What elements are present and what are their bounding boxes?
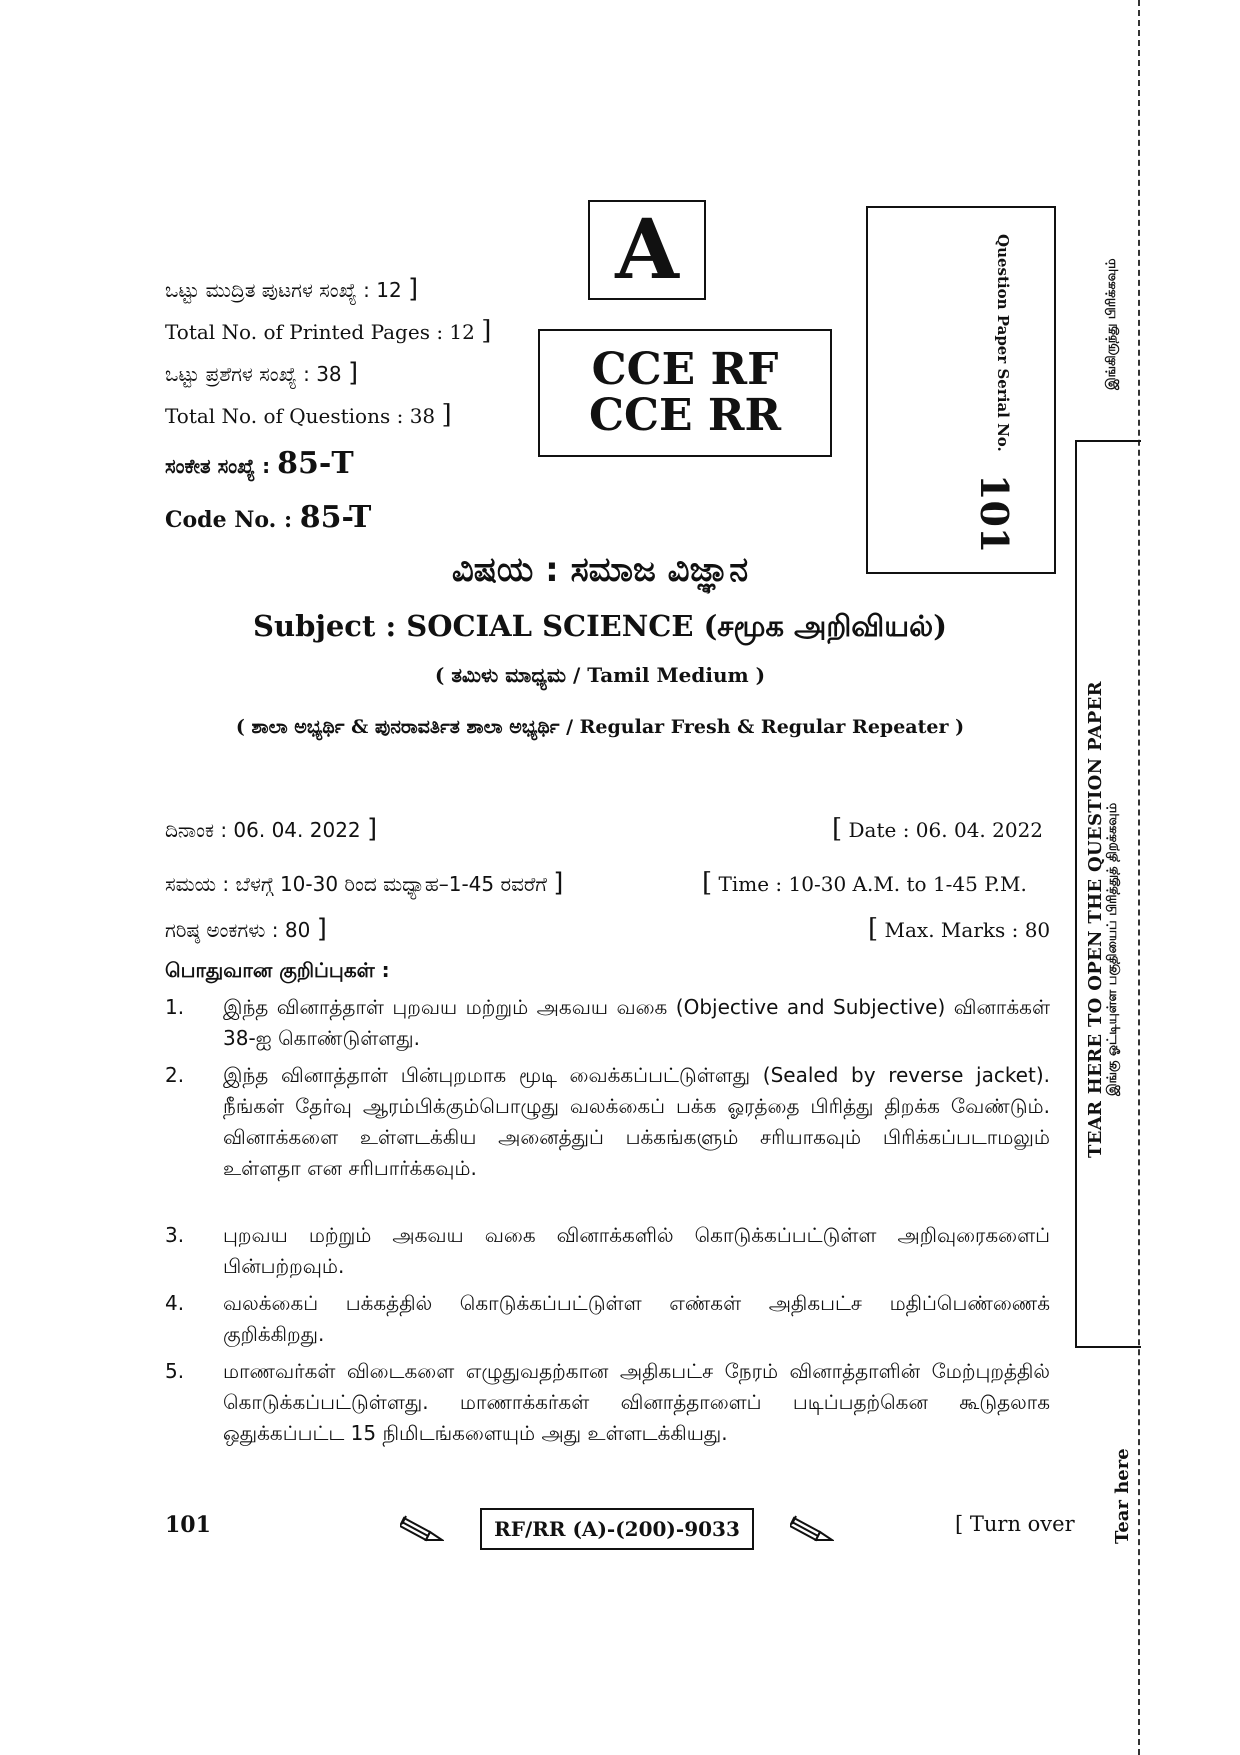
tear-here-label: Tear here: [1112, 1448, 1133, 1544]
exam-code-rf: CCE RF: [591, 343, 779, 395]
time-kn: ಸಮಯ : ಬೆಳಗ್ಗೆ 10-30 ರಿಂದ ಮಧ್ಯಾಹ–1-45 ರವರೆಗೆ ]: [165, 868, 564, 898]
instruction-item: 2. இந்த வினாத்தாள் பின்புறமாக மூடி வைக்கப்பட்டுள்ளது (Sealed by reverse jacket). நீங்கள் தேர்வு ஆரம்பிக்கும்பொழுது வலக்கைப் பக்க ஓரத்தை பிரித்து திறக்க வேண்டும். வினாக்களை உள்ளடக்கிய அனைத்துப் பக்கங்களும் சரியாகவும் பிரிக்கப்படாமலும் உள்ளதா என சரிபார்க்கவும்.: [165, 1063, 1050, 1180]
footer-code: RF/RR (A)-(200)-9033: [480, 1508, 754, 1550]
questions-kn: ಒಟ್ಟು ಪ್ರಶೆಗಳ ಸಂಖ್ಯೆ : 38 ]: [165, 358, 359, 388]
code-kn: ಸಂಕೇತ ಸಂಖ್ಯೆ : 85-T: [165, 446, 354, 481]
instruction-item: 5. மாணவர்கள் விடைகளை எழுதுவதற்கான அதிகபட்ச நேரம் வினாத்தாளின் மேற்புறத்தில் கொடுக்கப்பட்டுள்ளது. மாணாக்கர்கள் வினாத்தாளைப் படிப்பதற்கென கூடுதலாக ஒதுக்கப்பட்ட 15 நிமிடங்களையும் அது உள்ளடக்கியது.: [165, 1359, 1050, 1445]
date-kn: ದಿನಾಂಕ : 06. 04. 2022 ]: [165, 814, 378, 844]
tear-top-tamil: இங்கிருந்து பிரிக்கவும்: [1104, 258, 1119, 390]
instruction-item: 4. வலக்கைப் பக்கத்தில் கொடுக்கப்பட்டுள்ள எண்கள் அதிகபட்ச மதிப்பெண்ணைக் குறிக்கிறது.: [165, 1291, 1050, 1346]
pencil-icon: [790, 1510, 834, 1544]
pages-en: Total No. of Printed Pages : 12 ]: [165, 316, 492, 346]
time-en: [ Time : 10-30 A.M. to 1-45 P.M.: [702, 868, 1027, 898]
date-en: [ Date : 06. 04. 2022: [832, 814, 1044, 844]
pencil-icon: [400, 1510, 444, 1544]
subject-en: Subject : SOCIAL SCIENCE (சமூக அறிவியல்): [253, 609, 947, 643]
candidates: ( ಶಾಲಾ ಅಭ್ಯರ್ಥಿ & ಪುನರಾವರ್ತಿತ ಶಾಲಾ ಅಭ್ಯರ್ಥಿ / Regular Fresh & Regular Repeater ): [235, 716, 965, 738]
subject-kn: ವಿಷಯ : ಸಮಾಜ ವಿಜ್ಞಾನ: [451, 550, 749, 590]
version-letter: A: [615, 202, 679, 298]
questions-en: Total No. of Questions : 38 ]: [165, 400, 452, 430]
pages-kn: ಒಟ್ಟು ಮುದ್ರಿತ ಪುಟಗಳ ಸಂಖ್ಯೆ : 12 ]: [165, 274, 419, 304]
instruction-item: 1. இந்த வினாத்தாள் புறவய மற்றும் அகவய வகை (Objective and Subjective) வினாக்கள் 38-ஐ கொண்டுள்ளது.: [165, 995, 1050, 1050]
tear-instruction-en: TEAR HERE TO OPEN THE QUESTION PAPER: [1085, 681, 1106, 1158]
exam-code-box: [538, 329, 832, 457]
version-box: [588, 200, 706, 300]
serial-box: [866, 206, 1056, 574]
exam-code-rr: CCE RR: [588, 390, 782, 441]
marks-en: [ Max. Marks : 80: [868, 914, 1051, 944]
marks-kn: ಗರಿಷ್ಠ ಅಂಕಗಳು : 80 ]: [165, 914, 327, 944]
instruction-item: 3. புறவய மற்றும் அகவய வகை வினாக்களில் கொடுக்கப்பட்டுள்ள அறிவுரைகளைப் பின்பற்றவும்.: [165, 1223, 1050, 1278]
serial-label: Question Paper Serial No.: [994, 234, 1012, 452]
serial-number: 101: [972, 474, 1017, 554]
tear-instruction-tamil: இங்கு ஓட்டியுள்ள பகுதியைப் பிரித்துத் திறக்கவும்: [1105, 802, 1120, 1096]
footer-page-number: 101: [165, 1512, 211, 1538]
code-en: Code No. : 85-T: [165, 500, 372, 535]
medium: ( ತಮಿಳು ಮಾಧ್ಯಮ / Tamil Medium ): [434, 663, 766, 687]
turn-over: [ Turn over: [955, 1512, 1075, 1536]
instructions-heading: பொதுவான குறிப்புகள் :: [165, 958, 390, 982]
